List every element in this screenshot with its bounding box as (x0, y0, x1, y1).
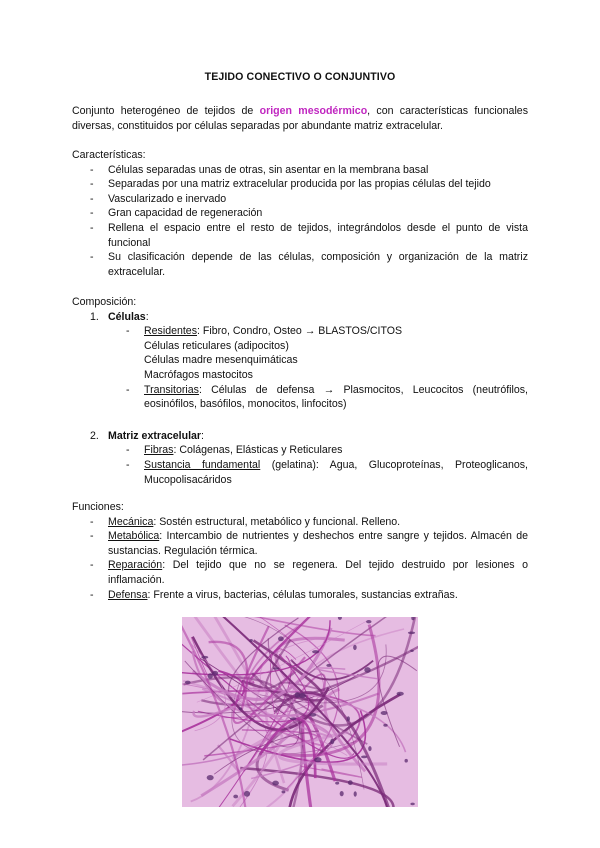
caracteristicas-list (72, 163, 528, 280)
funcion-text: : Sostén estructural, metabólico y funcional. Relleno. (153, 515, 401, 528)
fibras-text: : Colágenas, Elásticas y Reticulares (173, 444, 343, 457)
caracteristicas-section (72, 148, 528, 279)
residentes-extra: Células reticulares (adipocitos) (144, 339, 289, 352)
funcion-label: Metabólica (108, 530, 160, 543)
tissue-nucleus (353, 645, 357, 650)
sustancia-text: (gelatina): Agua, Glucoproteínas, Proteoglicanos, Mucopolisacáridos (144, 458, 528, 486)
tissue-nucleus (348, 780, 353, 785)
tissue-nucleus (326, 664, 331, 667)
funcion-item (72, 515, 528, 530)
tissue-nucleus (354, 791, 357, 796)
tissue-nucleus (244, 791, 250, 797)
funcion-text: : Intercambio de nutrientes y deshechos entre sangre y tejidos. Almacén de sustancias. Regulación térmica. (108, 530, 528, 557)
tissue-nucleus (212, 671, 218, 676)
tissue-nucleus (335, 782, 339, 785)
residentes-extra: Células madre mesenquimáticas (144, 354, 298, 367)
tissue-micrograph-drawing (182, 617, 418, 807)
tissue-nucleus (408, 632, 415, 635)
intro-paragraph (72, 104, 528, 133)
tissue-micrograph-image (182, 617, 418, 807)
tissue-nucleus (272, 781, 279, 786)
tissue-nucleus (361, 756, 367, 759)
tissue-nucleus (312, 650, 319, 653)
funcion-label: Mecánica (108, 515, 154, 528)
tissue-nucleus (364, 667, 370, 673)
tissue-nucleus (290, 717, 296, 720)
sustancia-item (72, 458, 528, 487)
page-title: TEJIDO CONECTIVO O CONJUNTIVO (204, 71, 396, 83)
tissue-nucleus (397, 692, 404, 696)
tissue-nucleus (201, 656, 208, 659)
intro-text-before: Conjunto heterogéneo de tejidos de (72, 105, 260, 117)
funcion-item (72, 588, 528, 603)
composicion-section (72, 295, 528, 487)
funcion-text: : Del tejido que no se regenera. Del tejido destruido por lesiones o inflamación. (108, 559, 528, 586)
tissue-nucleus (249, 639, 253, 642)
tissue-nucleus (278, 636, 284, 641)
tissue-nucleus (239, 707, 242, 710)
funcion-text: : Frente a virus, bacterias, células tumorales, sustancias extrañas. (147, 588, 458, 601)
matriz-label: Matriz extracelular (108, 429, 202, 442)
funcion-label: Reparación (108, 559, 163, 572)
tissue-nucleus (185, 681, 191, 685)
list-item: - Células separadas unas de otras, sin asentar en la membrana basal (72, 163, 528, 178)
tissue-nucleus (233, 795, 238, 799)
matriz-item (72, 429, 528, 444)
residentes-item (72, 324, 528, 339)
funcion-item (72, 529, 528, 558)
tissue-nucleus (330, 739, 334, 744)
tissue-nucleus (314, 757, 322, 762)
funcion-label: Defensa (108, 588, 148, 601)
tissue-nucleus (273, 667, 279, 669)
composicion-heading: Composición: (72, 296, 137, 308)
celulas-sublist (72, 324, 528, 412)
intro-text-after: , con características funcionales diversas, constituidos por células separadas por abundante matriz extracelular. (72, 105, 528, 132)
transitorias-label: Transitorias (144, 383, 199, 396)
celulas-colon: : (145, 310, 149, 323)
list-item: - Rellena el espacio entre el resto de tejidos, integrándolos desde el punto de vista funcional (72, 221, 528, 250)
tissue-nucleus (383, 724, 387, 727)
funciones-section (72, 500, 528, 602)
tissue-nucleus (340, 791, 344, 796)
residentes-text: : Fibro, Condro, Osteo → BLASTOS/CITOS (197, 325, 403, 338)
tissue-nucleus (410, 803, 414, 806)
tissue-nucleus (207, 775, 214, 780)
list-item: - Gran capacidad de regeneración (72, 206, 528, 221)
celulas-label: Células (108, 310, 146, 323)
caracteristicas-heading: Características: (72, 149, 146, 161)
funciones-heading: Funciones: (72, 501, 124, 513)
celulas-item (72, 310, 528, 325)
list-item: - Su clasificación depende de las células, composición y organización de la matriz extracelular. (72, 250, 528, 279)
item-number: 2. (90, 429, 99, 442)
tissue-nucleus (282, 790, 286, 793)
tissue-nucleus (295, 692, 300, 698)
tissue-nucleus (309, 713, 316, 717)
transitorias-item (72, 383, 528, 412)
residentes-extra: Macrófagos mastocitos (144, 368, 253, 381)
funciones-list (72, 515, 528, 603)
tissue-nucleus (405, 759, 408, 763)
matriz-colon: : (201, 429, 204, 442)
tissue-nucleus (381, 711, 388, 715)
funcion-item (72, 558, 528, 587)
tissue-nucleus (366, 620, 371, 623)
residentes-label: Residentes (144, 325, 197, 338)
tissue-nucleus (368, 746, 371, 751)
matriz-sublist (72, 443, 528, 487)
fibras-item (72, 443, 528, 458)
fibras-label: Fibras (144, 444, 174, 457)
tissue-nucleus (410, 650, 414, 652)
sustancia-label: Sustancia fundamental (144, 458, 261, 471)
list-item: - Separadas por una matriz extracelular producida por las propias células del tejido (72, 177, 528, 192)
intro-highlight: origen mesodérmico (259, 105, 368, 117)
tissue-nucleus (347, 716, 350, 721)
list-item: - Vascularizado e inervado (72, 192, 528, 207)
item-number: 1. (90, 310, 99, 323)
transitorias-text: : Células de defensa → Plasmocitos, Leucocitos (neutrófilos, eosinófilos, basófilos, monocitos, linfocitos) (144, 383, 528, 411)
